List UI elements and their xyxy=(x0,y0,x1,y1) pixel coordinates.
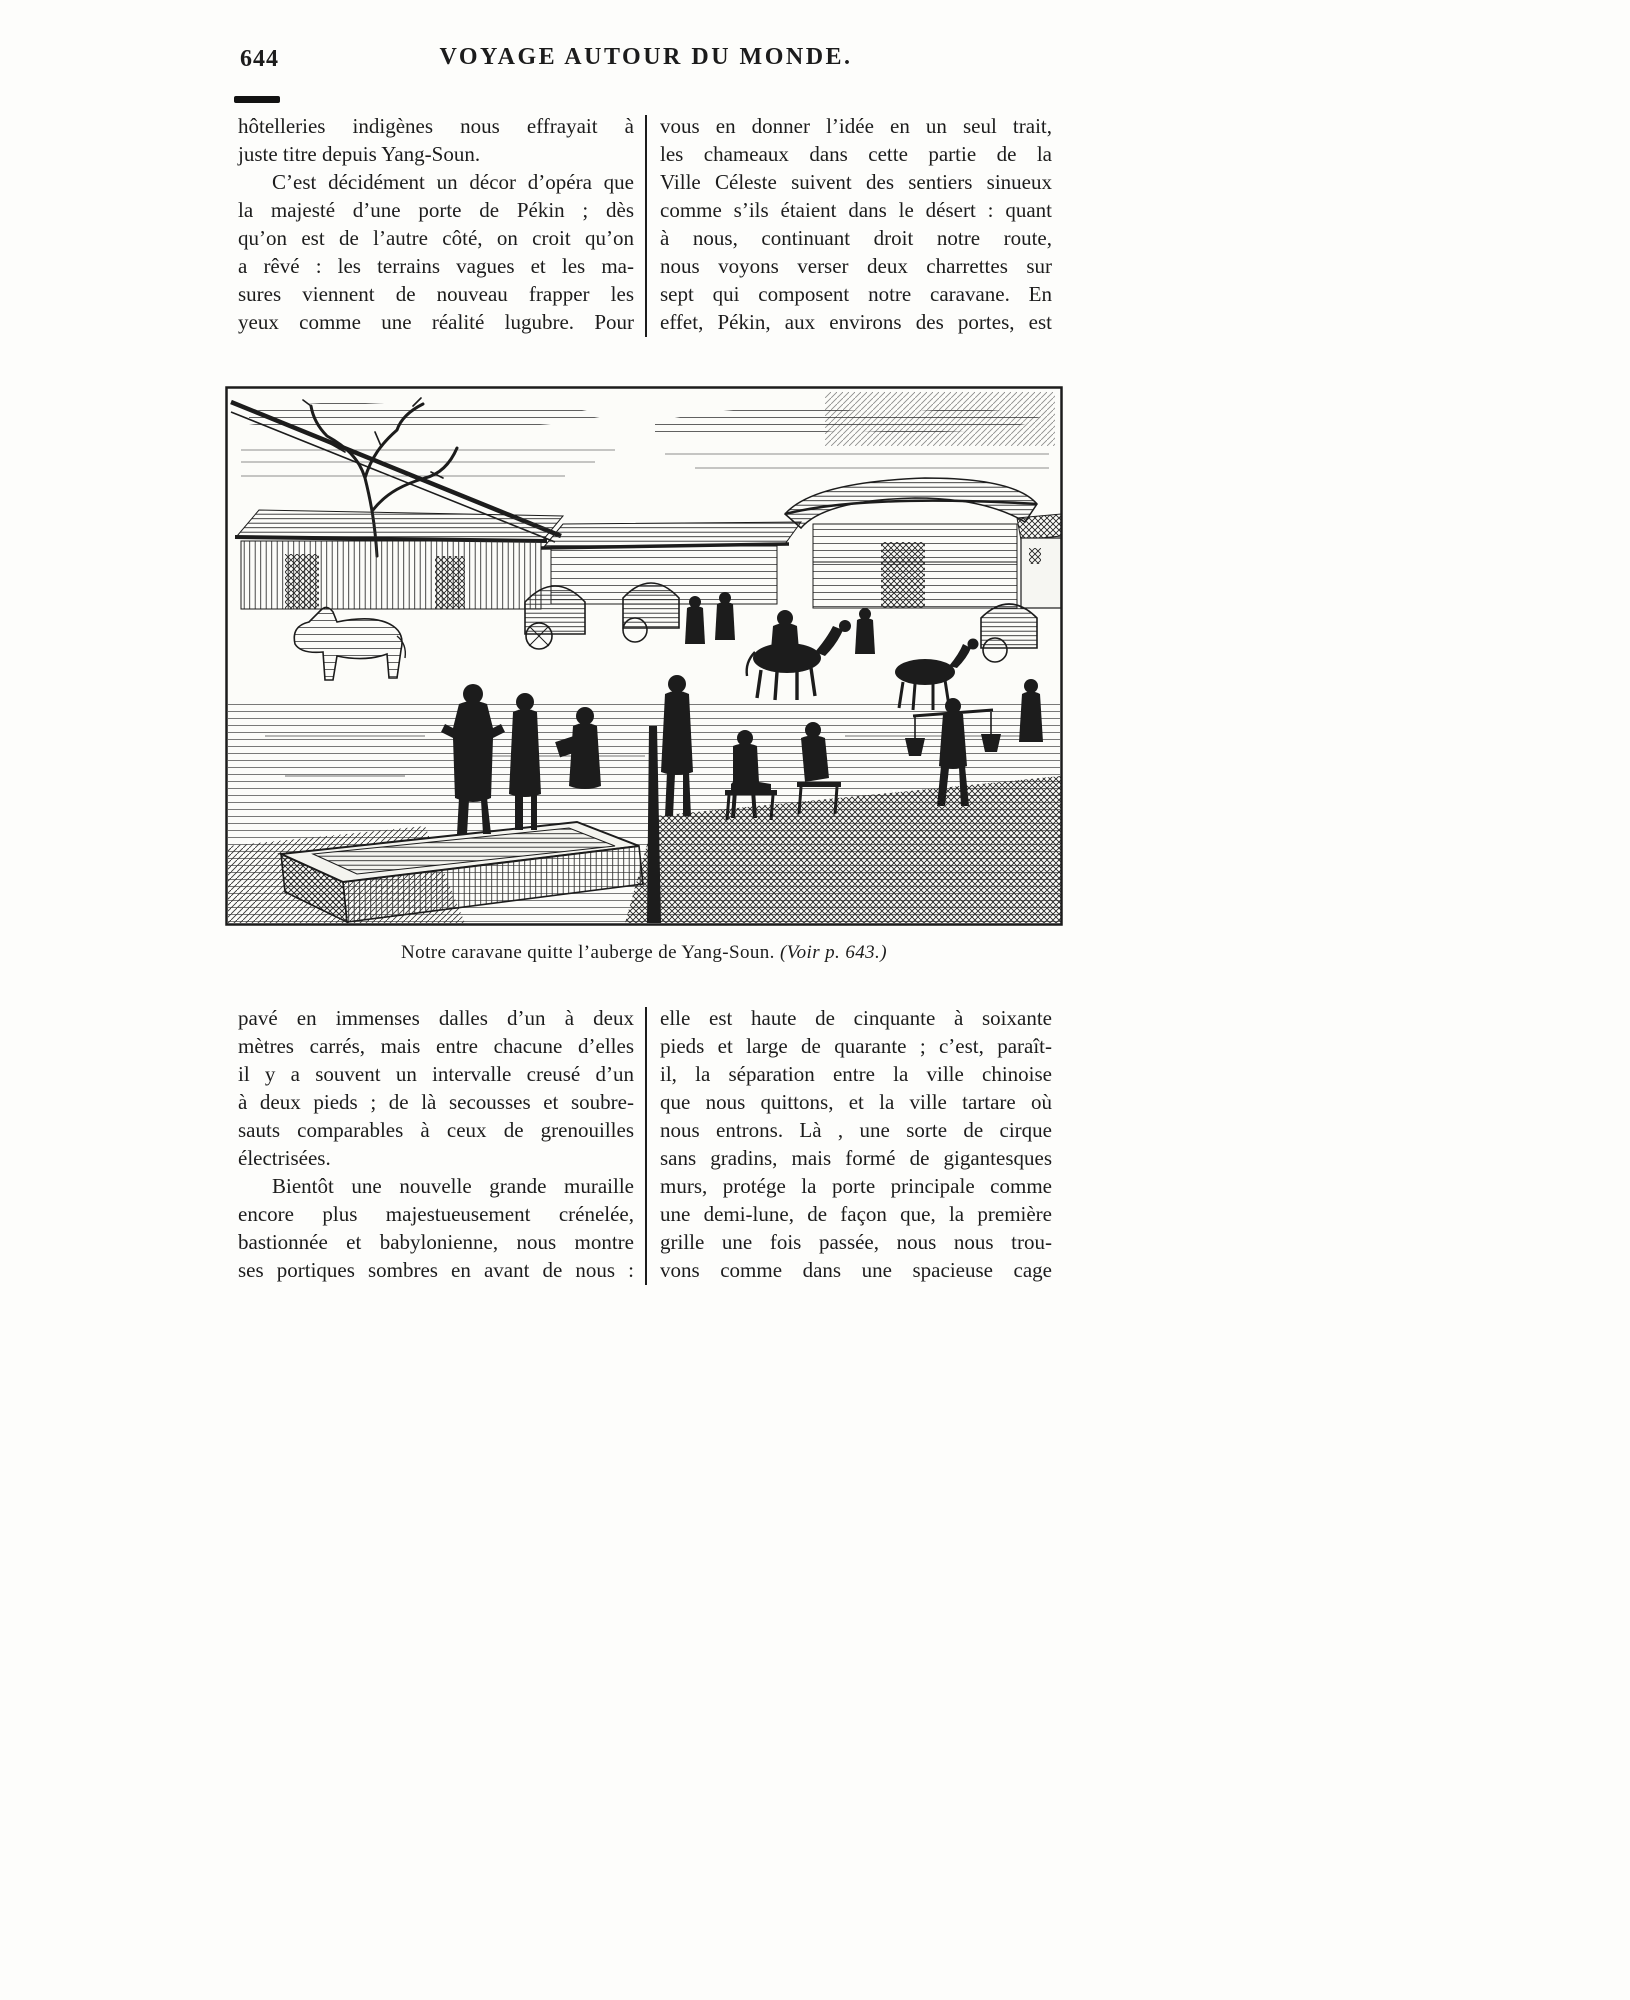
paragraph xyxy=(238,112,634,168)
text-line: C’est décidément un décor d’opéra que xyxy=(272,170,634,194)
ink-mark xyxy=(234,96,280,103)
text-line: juste titre depuis Yang-Soun. xyxy=(238,142,481,166)
text-line: vons comme dans une spacieuse cage xyxy=(660,1258,1052,1282)
text-line: sept qui composent notre caravane. En xyxy=(660,282,1052,306)
text-line: sans gradins, mais formé de gigantesques xyxy=(660,1146,1052,1170)
text-line: grille une fois passée, nous nous trou- xyxy=(660,1230,1052,1254)
text-line: murs, protége la porte principale comme xyxy=(660,1174,1052,1198)
page-number: 644 xyxy=(240,46,279,72)
paragraph xyxy=(660,1004,1052,1284)
text-line: que nous quittons, et la ville tartare où xyxy=(660,1090,1052,1114)
text-line: vous en donner l’idée en un seul trait, xyxy=(660,114,1052,138)
text-line: sauts comparables à ceux de grenouilles xyxy=(238,1118,634,1142)
text-line: les chameaux dans cette partie de la xyxy=(660,142,1052,166)
text-line: qu’on est de l’autre côté, on croit qu’on xyxy=(238,226,634,250)
text-line: comme s’ils étaient dans le désert : quant xyxy=(660,198,1052,222)
text-line: a rêvé : les terrains vagues et les ma- xyxy=(238,254,634,278)
engraving xyxy=(225,386,1063,926)
text-line: nous entrons. Là , une sorte de cirque xyxy=(660,1118,1052,1142)
text-line: pavé en immenses dalles d’un à deux xyxy=(238,1006,634,1030)
text-line: bastionnée et babylonienne, nous montre xyxy=(238,1230,634,1254)
paragraph xyxy=(660,112,1052,336)
column-divider xyxy=(645,1007,647,1285)
text-line: yeux comme une réalité lugubre. Pour xyxy=(238,310,634,334)
running-title: VOYAGE AUTOUR DU MONDE. xyxy=(439,44,853,70)
text-line: Bientôt une nouvelle grande muraille xyxy=(272,1174,634,1198)
text-line: une demi-lune, de façon que, la première xyxy=(660,1202,1052,1226)
paragraph xyxy=(238,168,634,336)
text-line: effet, Pékin, aux environs des portes, est xyxy=(660,310,1052,334)
bottom-text-section xyxy=(228,1004,1064,1300)
top-left-column xyxy=(238,112,634,336)
text-line: sures viennent de nouveau frapper les xyxy=(238,282,634,306)
engraving-svg xyxy=(225,386,1063,926)
text-line: encore plus majestueusement crénelée, xyxy=(238,1202,634,1226)
text-line: pieds et large de quarante ; c’est, paraît- xyxy=(660,1034,1052,1058)
text-line: électrisées. xyxy=(238,1146,331,1170)
paragraph xyxy=(238,1172,634,1284)
text-line: il y a souvent un intervalle creusé d’un xyxy=(238,1062,634,1086)
figure xyxy=(225,386,1063,964)
text-line: ses portiques sombres en avant de nous : xyxy=(238,1258,634,1282)
text-line: la majesté d’une porte de Pékin ; dès xyxy=(238,198,634,222)
figure-caption xyxy=(225,942,1063,964)
text-line: hôtelleries indigènes nous effrayait à xyxy=(238,114,634,138)
text-line: mètres carrés, mais entre chacune d’elles xyxy=(238,1034,634,1058)
text-line: à nous, continuant droit notre route, xyxy=(660,226,1052,250)
text-line: il, la séparation entre la ville chinoise xyxy=(660,1062,1052,1086)
text-line: Ville Céleste suivent des sentiers sinueux xyxy=(660,170,1052,194)
column-divider xyxy=(645,115,647,337)
top-text-section xyxy=(228,112,1064,352)
bottom-right-column xyxy=(660,1004,1052,1284)
text-line: elle est haute de cinquante à soixante xyxy=(660,1006,1052,1030)
text-line: à deux pieds ; de là secousses et soubre- xyxy=(238,1090,634,1114)
caption-text: Notre caravane quitte l’auberge de Yang-Soun. xyxy=(401,942,775,963)
paragraph xyxy=(238,1004,634,1172)
top-right-column xyxy=(660,112,1052,336)
page-header xyxy=(228,42,1064,106)
bottom-left-column xyxy=(238,1004,634,1284)
text-line: nous voyons verser deux charrettes sur xyxy=(660,254,1052,278)
caption-reference: (Voir p. 643.) xyxy=(780,942,887,963)
